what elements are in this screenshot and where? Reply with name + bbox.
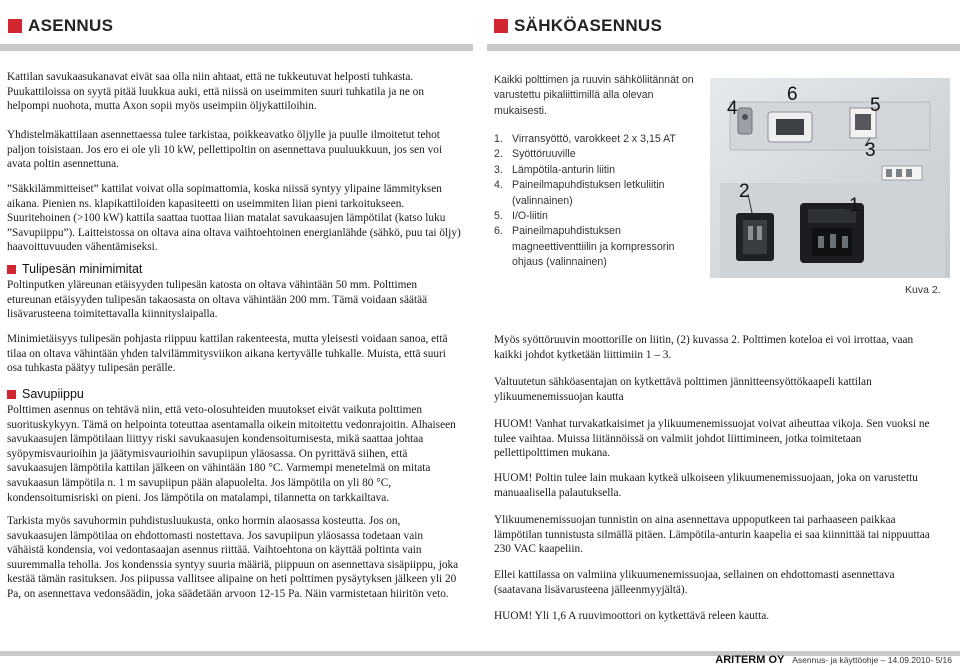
footer-info: Asennus- ja käyttöohje – 14.09.2010- 5/16 [792,655,952,665]
callout-4: 4 [727,98,738,119]
right-intro: Kaikki polttimen ja ruuvin sähköliitännät on varustettu pikaliittimillä alla olevan mukaisesti. [494,74,694,117]
red-square-icon [8,19,22,33]
red-square-icon [7,390,16,399]
right-paragraph-1: Myös syöttöruuvin moottorille on liitin, (2) kuvassa 2. Polttimen koteloa ei voi irrottaa, vaan kaikki johdot kytketään liittimiin 1 – 3. [494,334,914,361]
right-paragraph-5: Ylikuumenemissuojan tunnistin on aina asennettava uppoputkeen tai parhaaseen paikkaa lämpötilan tunnistusta silmällä pitäen. Lämpötila-anturin kaapelia ei saa kiinnittää tai nippuuttaa 230 VAC kaapeliin. [494,514,930,556]
right-paragraph-7: HUOM! Yli 1,6 A ruuvimoottori on kytkettävä releen kautta. [494,610,770,622]
right-paragraph-6: Ellei kattilassa on valmiina ylikuumenemissuojaa, sellainen on ehdottomasti asennettava (saatavana lisävarusteena jälleenmyyjältä). [494,569,895,596]
right-paragraph-3: HUOM! Vanhat turvakatkaisimet ja ylikuumenemissuojat voivat aiheuttaa vikoja. Sen vuoksi ne tulee vaihtaa. Muissa liitännöissä on valmiit johdot liittimineen, jotka toimitetaan pellettipolttimen mukana. [494,418,930,460]
list-item: 6. Paineilmapuhdistuksen magneettiventtiilin ja kompressorin ohjaus (valinnainen) [494,225,675,269]
right-header-band [487,44,960,51]
left-paragraph-6: Polttimen asennus on tehtävä niin, että veto-olosuhteiden muutokset eivät vaikuta polttimen suorituskykyyn. Tämä on helpointa toteuttaa asentamalla oikein mitoitettu vedonrajoitin. Alhaiseen savukaasujen lämpötilaan liittyy riski savukaasujen kondensoitumisesta, mikä saattaa johtaa syöpymisvaurioihin ja jäätymisvaurioihin savupiipun yläosassa. On pyrittävä siihen, että savukaasujen lämpötila kattilan jälkeen on vähintään 180 °C. Varmempi menetelmä on mitata savukaasun lämpötila n. 1 m savupiipun pään alapuolelta. Jos lämpötila on yli 80 °C, kondensoitumisriski on pieni. Jos lämpötila on matalampi, tilannetta on tarkkailtava. [7,404,456,504]
callout-5: 5 [870,95,881,116]
left-paragraph-4: Poltinputken yläreunan etäisyyden tulipesän katosta on oltava vähintään 50 mm. Polttimen etureunan etäisyyden tulipesän takaosasta on oltava vähintään 200 mm. Tämä voidaan säätää lisävarusteena toimitettavalla kiinnityslaipalla. [7,279,428,321]
right-paragraph-4: HUOM! Poltin tulee lain mukaan kytkeä ulkoiseen ylikuumenemissuojaan, joka on varustettu manuaalisella palautuksella. [494,472,918,499]
section-heading-chimney-text: Savupiippu [22,387,84,401]
left-header-band [0,44,473,51]
list-item: 3. Lämpötila-anturin liitin [494,163,616,176]
left-section-title-text: ASENNUS [28,16,114,35]
section-heading-firebox-text: Tulipesän minimimitat [22,262,143,276]
list-item: 5. I/O-liitin [494,210,548,223]
left-section-title [8,16,113,36]
section-heading-firebox [7,262,142,276]
page-footer [715,654,952,666]
left-paragraph-1: Kattilan savukaasukanavat eivät saa olla niin ahtaat, että ne tukkeutuvat helposti tuhkasta. Puukattiloissa on syytä pitää luukkua auki, että niissä on useimmiten suuri tuhkatila ja ne on helpompi nuohota, mutta Axon sopii myös useimpiin öljykattiloihin. [7,71,424,113]
list-item: 2. Syöttöruuville [494,148,576,161]
connector-list [494,132,704,271]
left-paragraph-5: Minimietäisyys tulipesän pohjasta riippuu kattilan rakenteesta, mutta yleisesti voidaan sanoa, että tilaa on oltava vähintään yhden talvilämmitysviikon aikana kertyvälle tuhkalle. Muista, että suuri osa tuhkasta päätyy tulipesän perälle. [7,333,448,375]
left-paragraph-2: Yhdistelmäkattilaan asennettaessa tulee tarkistaa, poikkeavatko öljylle ja puulle ilmoitetut tehot paljon toisistaan. Jos ero ei ole yli 10 kW, pellettipoltin on asennettava puuluukkuun, jos sen voi avata poltin asennettuna. [7,129,443,171]
right-section-title [494,16,662,36]
left-paragraph-7: Tarkista myös savuhormin puhdistusluukusta, onko hormin alaosassa kosteutta. Jos on, savukaasujen lämpötilaa on ehdottomasti nostettava. Jos savupiipun yläosassa todetaan vain vähäistä kondensia, voi vedontasaajan asennus riittää. Vaihtoehtona on käyttää poltinta vain suuremmalla teholla. Jos kondenssia syntyy suuria määriä, piippuun on asennettava sisäpiippu, joka kestää tämän rasituksen. Jos piipussa vallitsee alipaine on heti polttimen pysäytyksen jälkeen yli 20 Pa, on asennettava vedonsäädin, joka säädetään arvoon 12-15 Pa. Näin varmistetaan hiiritön veto. [7,515,459,600]
connector-panel-photo [710,78,950,278]
list-item: 1. Virransyöttö, varokkeet 2 x 3,15 AT [494,133,676,145]
connector-panel-illustration [710,78,950,278]
section-heading-chimney [7,387,84,401]
footer-brand: ARITERM OY [715,654,785,666]
red-square-icon [7,265,16,274]
list-item: 4. Paineilmapuhdistuksen letkuliitin (valinnainen) [494,179,665,207]
figure-caption: Kuva 2. [905,284,941,296]
right-section-title-text: SÄHKÖASENNUS [514,16,663,35]
right-paragraph-2: Valtuutetun sähköasentajan on kytkettävä polttimen jännitteensyöttökaapeli kattilan ylikuumenemissuojan kautta [494,376,872,403]
callout-1: 1 [849,195,860,216]
callout-3: 3 [865,140,876,161]
callout-6: 6 [787,84,798,105]
red-square-icon [494,19,508,33]
callout-2: 2 [739,181,750,202]
left-paragraph-3: ”Säkkilämmitteiset” kattilat voivat olla sopimattomia, koska niissä syntyy ylipaine lämmityksen aikana. Pienien ns. klapikattiloiden kapasiteetti on useimmiten liian pieni tarkoitukseen. Suuritehoinen (>100 kW) kattila saattaa tuottaa liian matalat savukaasujen lämpötilat (katso luku ”Savupiippu”). Laitteistossa on oltava aina oltava vaihtoehtoinen energianlähde (sähkö, puu tai öljy) haavoittuvuuden vähentämiseksi. [7,183,461,254]
